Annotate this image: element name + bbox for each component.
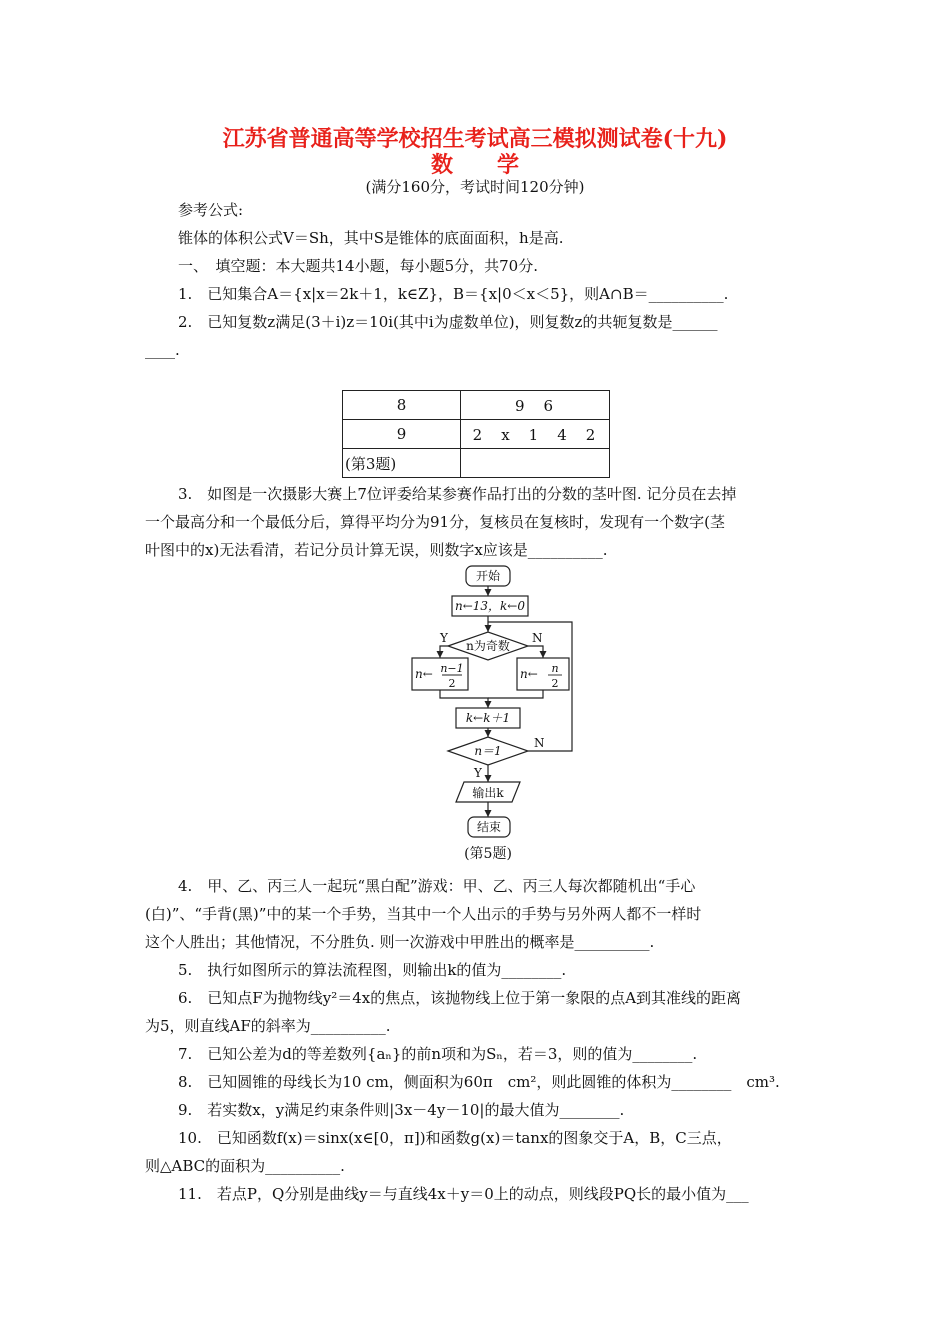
flow-no-1: N [532,631,543,645]
question-10-line2: 则△ABC的面积为__________. [145,1157,345,1175]
table-caption: (第3题) [343,449,461,478]
question-7: 7. 已知公差为d的等差数列{aₙ}的前n项和为Sₙ，若＝3，则的值为________. [178,1045,698,1063]
question-10-line1: 10. 已知函数f(x)＝sinx(x∈[0，π])和函数g(x)＝tanx的图象交于A，B，C三点， [178,1129,732,1147]
stem-cell: 8 [343,391,461,420]
formula-text: 锥体的体积公式V＝Sh，其中S是锥体的底面面积，h是高. [178,229,564,247]
flow-yes-2: Y [474,766,482,780]
flow-right-assign: n← [520,667,538,681]
flow-init: n←13，k←0 [454,599,526,613]
exam-title: 江苏省普通高等学校招生考试高三模拟测试卷(十九) [222,126,728,152]
exam-note: (满分160分，考试时间120分钟) [365,178,585,196]
flow-output: 输出k [472,786,504,800]
question-3-line1: 3. 如图是一次摄影大赛上7位评委给某参赛作品打出的分数的茎叶图. 记分员在去掉 [178,485,737,503]
flow-cond-one: n＝1 [474,744,502,758]
flow-cond-odd: n为奇数 [466,639,510,653]
flowchart-caption: (第5题) [464,846,512,862]
question-3-line2: 一个最高分和一个最低分后，算得平均分为91分，复核员在复核时，发现有一个数字(茎 [145,513,725,531]
flow-right-num: n [551,662,559,675]
question-6-line2: 为5，则直线AF的斜率为__________. [145,1017,391,1035]
question-4-line2: (白)”、“手背(黑)”中的某一个手势，当其中一个人出示的手势与另外两人都不一样时 [145,905,702,923]
stem-leaf-table [342,390,610,478]
table-row [343,449,610,478]
leaf-cell: 9 6 [461,391,610,420]
question-5: 5. 执行如图所示的算法流程图，则输出k的值为________. [178,961,567,979]
question-2-line1: 2. 已知复数z满足(3＋i)z＝10i(其中i为虚数单位)，则复数z的共轭复数是______ [178,313,718,331]
leaf-cell: 2 x 1 4 2 [461,420,610,449]
question-6-line1: 6. 已知点F为抛物线y²＝4x的焦点，该抛物线上位于第一象限的点A到其准线的距离 [178,989,742,1007]
section-heading: 一、 填空题：本大题共14小题，每小题5分，共70分. [178,257,538,275]
flowchart-diagram [400,560,600,865]
question-4-line3: 这个人胜出；其他情况，不分胜负. 则一次游戏中甲胜出的概率是__________. [145,933,655,951]
subject-title: 数 学 [430,152,519,178]
table-row [343,391,610,420]
question-3-line3: 叶图中的x)无法看清，若记分员计算无误，则数字x应该是__________. [145,541,608,559]
flow-increment: k←k＋1 [465,711,511,725]
flow-end: 结束 [476,820,502,834]
formula-heading: 参考公式: [178,201,244,219]
empty-cell [461,449,610,478]
question-9: 9. 若实数x，y满足约束条件则|3x－4y－10|的最大值为________. [178,1101,625,1119]
flow-no-2: N [534,736,545,750]
flow-right-den: 2 [551,677,559,690]
flow-left-num: n−1 [440,662,464,675]
flow-start: 开始 [475,569,501,583]
question-2-line2: ____. [145,341,180,359]
question-4-line1: 4. 甲、乙、丙三人一起玩“黑白配”游戏：甲、乙、丙三人每次都随机出“手心 [178,877,696,895]
question-11: 11. 若点P，Q分别是曲线y＝与直线4x＋y＝0上的动点，则线段PQ长的最小值为___ [178,1185,749,1203]
stem-cell: 9 [343,420,461,449]
question-8: 8. 已知圆锥的母线长为10 cm，侧面积为60π cm²，则此圆锥的体积为________ cm³. [178,1073,780,1091]
flow-left-assign: n← [415,667,433,681]
table-row [343,420,610,449]
flow-yes-1: Y [440,631,448,645]
question-1: 1. 已知集合A＝{x|x＝2k＋1，k∈Z}，B＝{x|0＜x＜5}，则A∩B＝__________. [178,285,729,303]
flow-left-den: 2 [448,677,456,690]
